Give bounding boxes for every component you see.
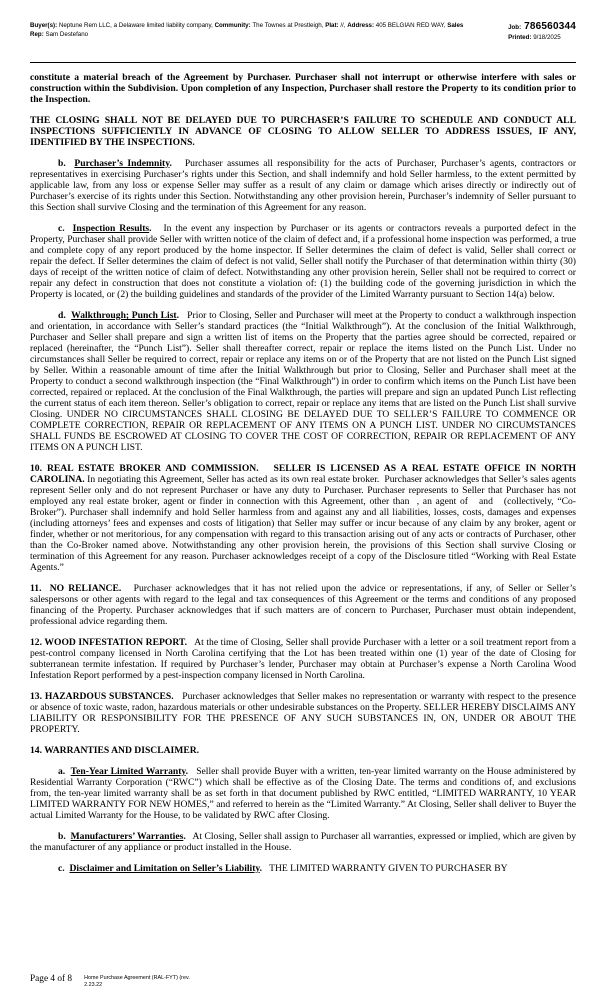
job-line [508,23,576,33]
paragraph-heading-text: SELLER IS LICENSED AS A REAL ESTATE OFFICE IN NORTH CAROLINA. [30,463,576,485]
contract-paragraph [30,637,576,681]
paragraph-body-text: In negotiating this Agreement, Seller has acted as its own real estate broker. Purchaser acknowledges that Seller’s sales agents represent Seller only and do not represent Purchaser or have any duty to Purchaser. Purchaser represents to Seller that Purchaser has not employed any real estate broker, agent or finder in connection with this Agreement, other than , an agent of and (collectively, “Co-Broker”). Purchaser shall indemnify and hold Seller harmless from and against any and all liabilities, losses, costs, damages and expenses (including attorneys’ fees and expenses and costs of litigation) that Seller may suffer or incur because of any claim by any broker, agent or finder, whether or not meritorious, for any compensation with regard to this transaction arising out of any acts or contracts of Purchaser, other than the Co-Broker named above. Notwithstanding any other provision herein, the provisions of this Section shall survive Closing or termination of this Agreement for any reason. Purchaser acknowledges receipt of a copy of the Disclosure titled “Working with Real Estate Agents.” [30,474,576,573]
contract-paragraph [30,691,576,735]
header-field-label: Buyer(s): [30,22,58,29]
paragraph-heading-text: Inspection Results [72,223,150,234]
paragraph-body-text: Purchaser acknowledges that it has not relied upon the advice or representations, if any, of Seller or Seller’s salespersons or other agents with regard to the legal and tax consequences of this Agreement or the terms and conditions of any proposed financing of the Property. Purchaser acknowledges that if such matters are of concern to Purchaser, Purchaser must obtain independent, professional advice regarding them. [30,583,576,627]
printed-label: Printed: [508,33,532,41]
paragraph-heading-text: . [185,766,189,777]
header-field-label: Address: [347,22,375,29]
header-field-label: Community: [214,22,251,29]
paragraph-heading-text: Manufacturers’ Warranties [70,831,184,842]
printed-line [508,34,576,43]
paragraph-heading-text: b. [58,831,71,842]
paragraph-body-text: Purchaser assumes all responsibility for the acts of Purchaser, Purchaser’s agents, contractors or representatives in exercising Purchaser’s rights under this Section, and shall indemnify and hold Seller harmless, to the extent permitted by applicable law, from any loss or expense Seller may suffer as a result of any claim or damage which arises directly or indirectly out of Purchaser’s exercise of its rights under this Section. Notwithstanding any other provision herein, Purchaser’s indemnity of Seller pursuant to this Section shall survive Closing and the termination of this Agreement for any reason. [30,158,577,213]
paragraph-heading-text: constitute a material breach of the Agreement by Purchaser. Purchaser shall not interrupt or otherwise interfere with sales or construction within the Subdivision. Upon completion of any Inspection, Purchaser shall restore the Property to its condition prior to the Inspection. [30,72,576,105]
header-field-value: The Townes at Prestleigh, [250,22,326,29]
contract-paragraph [30,766,576,821]
paragraph-heading-text: . [183,831,186,842]
contract-paragraph [30,72,576,105]
header-field-value: Neptune Rem LLC, a Delaware limited liability company, [57,22,215,29]
page-number: Page 4 of 8 [30,974,73,985]
page-footer [30,974,204,988]
job-label: Job: [508,24,522,31]
contract-paragraph [30,863,576,874]
contract-paragraph [30,745,576,756]
job-number: 786560344 [524,21,576,32]
header-field-value: //, [338,22,348,29]
paragraph-heading-text: 10. REAL ESTATE BROKER AND COMMISSION. [30,463,259,474]
paragraph-body-text: Seller shall provide Buyer with a written, ten-year limited warranty on the House administered by Residential Warranty Corporation (“RWC”) which shall be effective as of the Closing Date. The terms and conditions of, and exclusions from, the ten-year limited warranty shall be as set forth in that document published by RWC entitled, “LIMITED WARRANTY, 10 YEAR LIMITED WARRANTY FOR NEW HOMES,” and referred to herein as the “Limited Warranty.” At Closing, Seller shall deliver to Buyer the actual Limited Warranty for the House, to be validated by RWC after Closing. [30,766,576,821]
paragraph-body-text: Prior to Closing, Seller and Purchaser will meet at the Property to conduct a walkthrough inspection and orientation, in accordance with Seller’s standard practices (the “Initial Walkthrough”). At the conclusion of the Initial Walkthrough, Purchaser and Seller shall prepare and sign a written list of items on the Property that the parties agree should be corrected, repaired or replaced (hereinafter, the “Punch List”). Seller shall thereafter correct, repair or replace the items listed on the Punch List. Under no circumstances shall Seller be required to correct, repair or replace any items on or of the Property that are not listed on the Punch List signed by Seller. Within a reasonable amount of time after the Initial Walkthrough but prior to Closing, Seller and Purchaser shall meet at the Property to conduct a second walkthrough inspection (the “Final Walkthrough”) in order to confirm which items on the Punch List have been corrected, repaired or replaced. At the conclusion of the Final Walkthrough, the parties will prepare and sign an updated Punch List reflecting the current status of each item thereon. Seller’s obligation to correct, repair or replace any items that are listed on the Punch List shall survive Closing. UNDER NO CIRCUMSTANCES SHALL CLOSING BE DELAYED DUE TO SELLER’S FAILURE TO COMMENCE OR COMPLETE CORRECTION, REPAIR OR REPLACEMENT OF ANY ITEMS ON A PUNCH LIST. UNDER NO CIRCUMSTANCES SHALL FUNDS BE ESCROWED AT CLOSING TO COVER THE COST OF CORRECTION, REPAIR OR REPLACEMENT OF ANY ITEMS ON A PUNCH LIST. [30,310,577,453]
paragraph-heading-text: 12. WOOD INFESTATION REPORT. [30,637,188,648]
contract-paragraph [30,583,576,627]
paragraph-body-text: THE LIMITED WARRANTY GIVEN TO PURCHASER BY [262,863,508,874]
paragraph-heading-text: 14. WARRANTIES AND DISCLAIMER. [30,745,200,756]
paragraph-heading-text: Purchaser’s Indemnity [74,158,170,169]
paragraph-heading-text: d. [58,310,72,321]
printed-date: 9/18/2025 [533,33,561,41]
paragraph-body-text: Purchaser acknowledges that Seller makes no representation or warranty with respect to the presence or absence of toxic waste, radon, hazardous materials or other undesirable substances on the Property. SELLER HEREBY DISCLAIMS ANY LIABILITY OR RESPONSIBILITY FOR THE PRESENCE OF ANY SUCH SUBSTANCES IN, ON, UNDER OR ABOUT THE PROPERTY. [30,691,576,735]
header-field-value: 405 BELGIAN RED WAY, [374,22,448,29]
header-job-info [508,22,576,42]
contract-paragraph [30,310,576,453]
paragraph-heading-text: . [259,863,263,874]
paragraph-heading-text: Ten-Year Limited Warranty [70,766,186,777]
header-field-label: Plat: [325,22,339,29]
paragraph-heading-text: a. [58,766,71,777]
paragraph-body-text: At the time of Closing, Seller shall provide Purchaser with a letter or a soil treatment report from a pest-control company licensed in North Carolina certifying that the Lot has been treated within one (1) year of the date of Closing for subterranean termite infestation. If required by Purchaser’s lender, Purchaser may obtain at Purchaser’s expense a North Carolina Wood Infestation Report performed by a pest-inspection company licensed in North Carolina. [30,637,577,681]
header-divider [30,62,576,63]
paragraph-heading-text: Walkthrough; Punch List [71,310,177,321]
paragraph-heading-text: c. [58,863,70,874]
form-identifier: Home Purchase Agreement (RAL-FYT) (rev. 2.23.22 [84,975,190,988]
document-header [30,22,576,42]
contract-paragraph [30,463,576,573]
contract-paragraph [30,115,576,148]
contract-paragraph [30,831,576,853]
paragraph-body-text: In the event any inspection by Purchaser or its agents or contractors reveals a purported defect in the Property, Purchaser shall provide Seller with written notice of the claim of defect and, if a professional home inspection was performed, a true and complete copy of any report produced by the home inspector. If Seller determines the claim of defect is valid, Seller shall correct or repair the defect. If Seller determines the claim of defect is not valid, Seller shall notify the Purchaser of that determination within thirty (30) days of receipt of the written notice of claim of defect. Notwithstanding any other provision herein, Seller shall not be required to correct or repair any defect in construction that does not constitute a violation of: (1) the building code of the governing jurisdiction in which the Property is located, or (2) the building guidelines and standards of the provider of the Limited Warranty pursuant to Section 14(a) below. [30,223,576,300]
paragraph-heading-text: 13. HAZARDOUS SUBSTANCES. [30,691,174,702]
header-buyer-info [30,22,475,39]
header-field-value: Sam Destefano [43,30,89,38]
paragraph-heading-text: Disclaimer and Limitation on Seller’s Liability [69,863,260,874]
paragraph-heading-text: b. [58,158,75,169]
contract-paragraph [30,223,576,300]
contract-paragraph [30,158,576,213]
paragraph-heading-text: THE CLOSING SHALL NOT BE DELAYED DUE TO PURCHASER’S FAILURE TO SCHEDULE AND CONDUCT ALL INSPECTIONS SUFFICIENTLY IN ADVANCE OF CLOSING TO ALLOW SELLER TO ADDRESS ISSUES, IF ANY, IDENTIFIED BY THE INSPECTIONS. [30,115,576,148]
document-body [30,72,576,874]
paragraph-heading-text: . [176,310,180,321]
header-field-label: Sales Rep: [30,22,464,38]
paragraph-heading-text: 11. NO RELIANCE. [30,583,122,594]
paragraph-heading-text: . [169,158,172,169]
paragraph-heading-text: . [149,223,152,234]
paragraph-body-text: At Closing, Seller shall assign to Purchaser all warranties, expressed or implied, which are given by the manufacturer of any appliance or product installed in the House. [30,831,576,853]
paragraph-heading-text: c. [58,223,73,234]
